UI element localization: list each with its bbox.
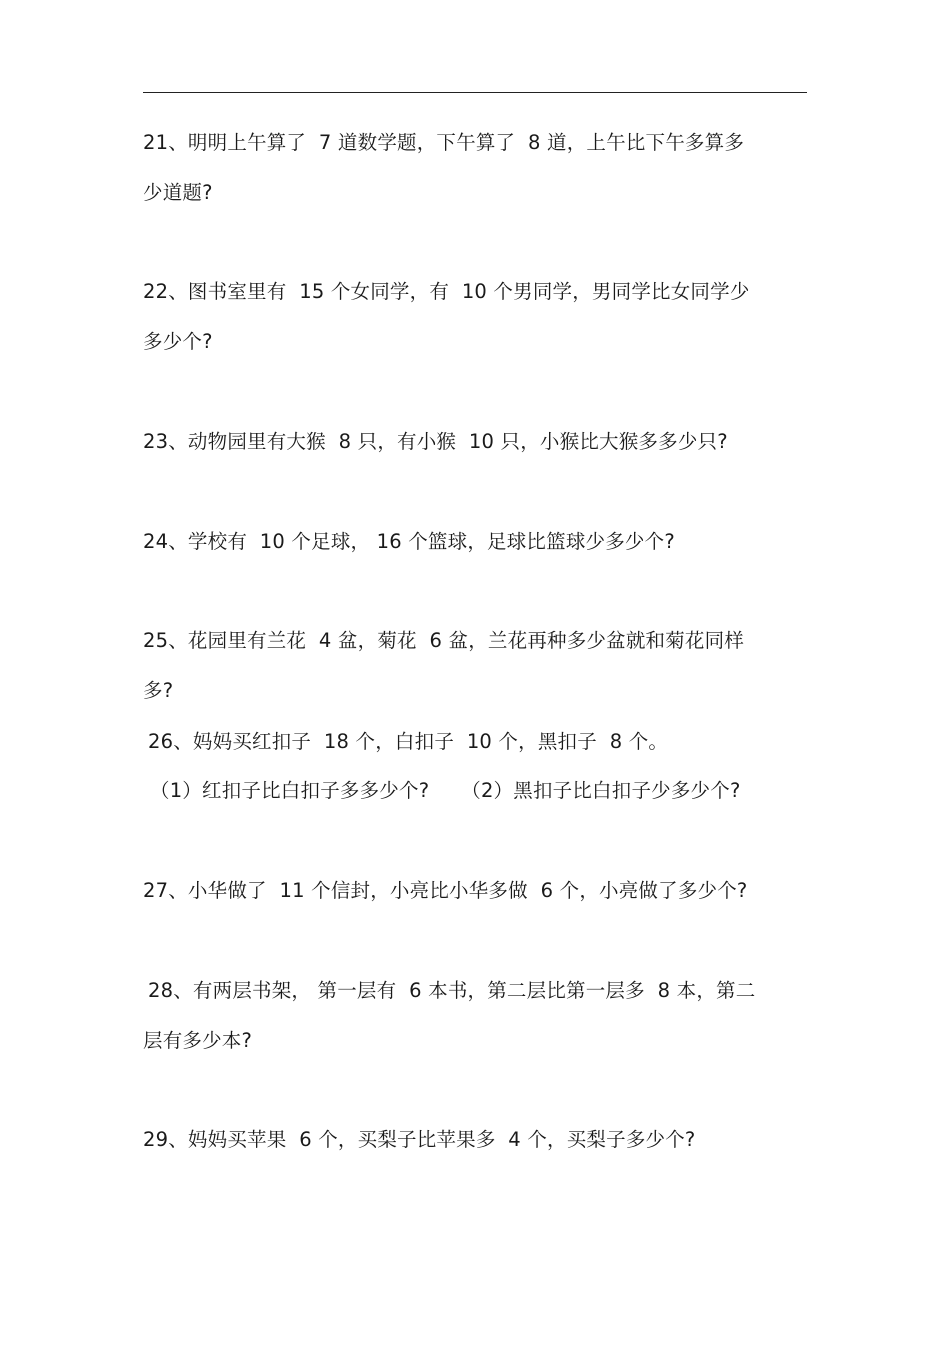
problem-24: 24、学校有 10 个足球， 16 个篮球，足球比篮球少多少个?	[143, 530, 675, 553]
problem-21-line-1: 21、明明上午算了 7 道数学题，下午算了 8 道，上午比下午多算多	[143, 131, 745, 154]
header-rule	[143, 92, 807, 93]
problem-22-line-1: 22、图书室里有 15 个女同学，有 10 个男同学，男同学比女同学少	[143, 280, 750, 303]
problem-27: 27、小华做了 11 个信封，小亮比小华多做 6 个，小亮做了多少个?	[143, 879, 748, 902]
problem-25-line-1: 25、花园里有兰花 4 盆，菊花 6 盆，兰花再种多少盆就和菊花同样	[143, 629, 745, 652]
problem-26-subquestions: （1）红扣子比白扣子多多少个? （2）黑扣子比白扣子少多少个?	[150, 779, 741, 802]
problem-28-line-1: 28、有两层书架， 第一层有 6 本书，第二层比第一层多 8 本，第二	[148, 979, 756, 1002]
problem-29: 29、妈妈买苹果 6 个，买梨子比苹果多 4 个，买梨子多少个?	[143, 1128, 696, 1151]
problem-26: 26、妈妈买红扣子 18 个，白扣子 10 个，黑扣子 8 个。	[148, 730, 669, 753]
problem-22-line-2: 多少个?	[143, 330, 213, 353]
problem-28-line-2: 层有多少本?	[143, 1029, 253, 1052]
problem-25-line-2: 多?	[143, 679, 174, 702]
problem-23: 23、动物园里有大猴 8 只，有小猴 10 只，小猴比大猴多多少只?	[143, 430, 728, 453]
problem-21-line-2: 少道题?	[143, 181, 213, 204]
